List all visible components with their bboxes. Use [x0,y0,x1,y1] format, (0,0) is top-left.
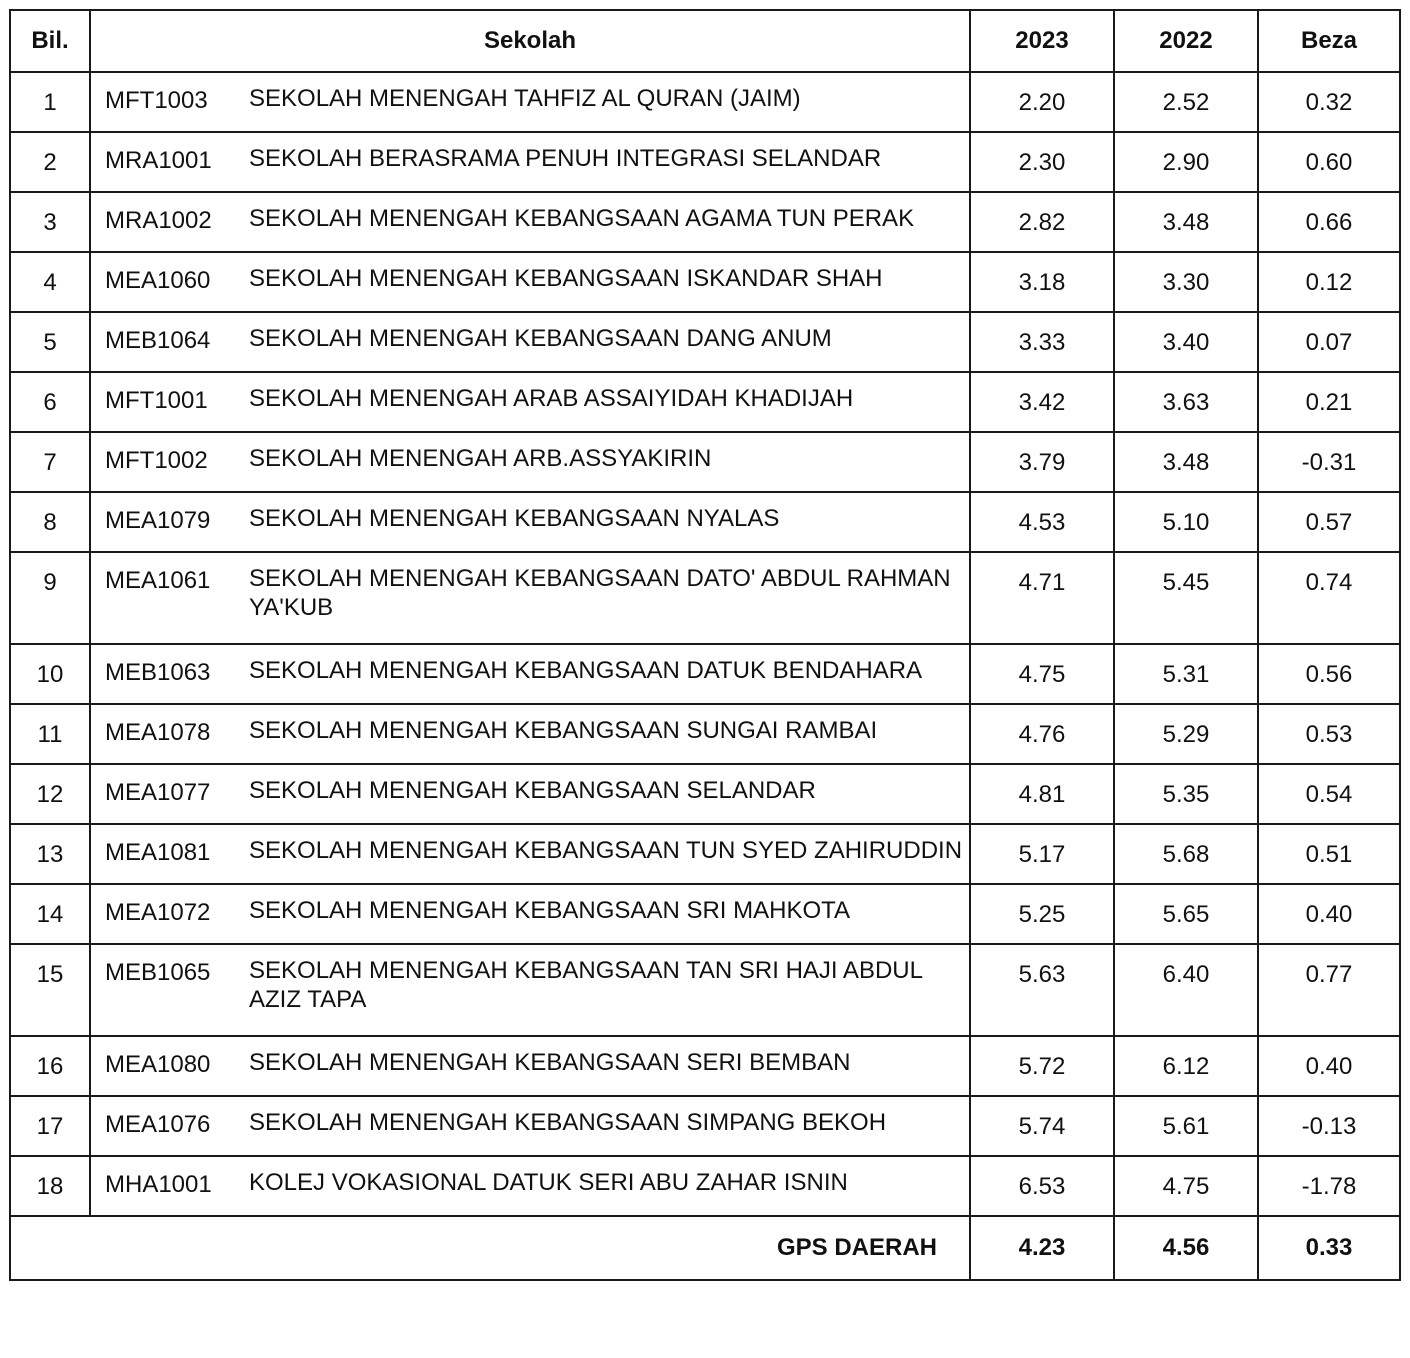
row-2022: 5.45 [1114,552,1258,644]
table-row [10,372,1400,432]
school-code: MFT1002 [105,447,208,474]
school-cell [91,207,969,235]
row-school [90,764,970,824]
school-code: MEA1076 [105,1111,211,1138]
school-name: SEKOLAH MENENGAH KEBANGSAAN SUNGAI RAMBAI [249,717,878,744]
row-school [90,944,970,1036]
row-beza: 0.53 [1258,704,1400,764]
row-beza: 0.40 [1258,1036,1400,1096]
row-2022: 2.90 [1114,132,1258,192]
row-2022: 5.65 [1114,884,1258,944]
footer-2023: 4.23 [970,1216,1114,1280]
header-bil: Bil. [10,10,90,72]
school-name: KOLEJ VOKASIONAL DATUK SERI ABU ZAHAR ISNIN [249,1169,848,1196]
row-2023: 6.53 [970,1156,1114,1216]
row-2023: 3.42 [970,372,1114,432]
school-code: MEA1080 [105,1051,211,1078]
row-bil: 2 [10,132,90,192]
row-2022: 3.48 [1114,192,1258,252]
row-bil: 5 [10,312,90,372]
footer-beza: 0.33 [1258,1216,1400,1280]
row-school [90,704,970,764]
row-2023: 5.72 [970,1036,1114,1096]
row-2023: 5.63 [970,944,1114,1036]
table-header-row [10,10,1400,72]
row-2022: 5.68 [1114,824,1258,884]
school-cell [91,1051,969,1079]
school-name: SEKOLAH BERASRAMA PENUH INTEGRASI SELANDAR [249,145,882,172]
school-code: MEA1077 [105,779,211,806]
school-code: MEB1063 [105,659,211,686]
school-cell [91,719,969,747]
row-school [90,132,970,192]
row-2022: 3.40 [1114,312,1258,372]
school-name: SEKOLAH MENENGAH TAHFIZ AL QURAN (JAIM) [249,85,801,112]
school-name: SEKOLAH MENENGAH KEBANGSAAN NYALAS [249,505,780,532]
row-2023: 2.20 [970,72,1114,132]
row-2023: 3.79 [970,432,1114,492]
row-2023: 5.25 [970,884,1114,944]
row-bil: 6 [10,372,90,432]
school-code: MEA1079 [105,507,211,534]
row-school [90,372,970,432]
row-school [90,72,970,132]
school-name: SEKOLAH MENENGAH KEBANGSAAN SERI BEMBAN [249,1049,851,1076]
table-row [10,704,1400,764]
table-row [10,492,1400,552]
footer-row [10,1216,1400,1280]
school-cell [91,387,969,415]
table-row [10,824,1400,884]
row-2023: 2.30 [970,132,1114,192]
row-bil: 9 [10,552,90,644]
school-name: SEKOLAH MENENGAH KEBANGSAAN TUN SYED ZAHIRUDDIN [249,837,963,864]
row-bil: 1 [10,72,90,132]
row-2023: 3.33 [970,312,1114,372]
row-school [90,492,970,552]
school-code: MFT1001 [105,387,208,414]
row-2022: 6.40 [1114,944,1258,1036]
row-school [90,1156,970,1216]
footer-label: GPS DAERAH [10,1216,970,1280]
school-code: MEB1064 [105,327,211,354]
row-bil: 14 [10,884,90,944]
school-name: SEKOLAH MENENGAH ARB.ASSYAKIRIN [249,445,712,472]
table-body [10,72,1400,1216]
header-2023: 2023 [970,10,1114,72]
school-cell [91,1111,969,1139]
row-school [90,644,970,704]
row-2022: 5.29 [1114,704,1258,764]
school-cell [91,1171,969,1199]
row-2023: 4.76 [970,704,1114,764]
school-name: SEKOLAH MENENGAH KEBANGSAAN ISKANDAR SHAH [249,265,883,292]
row-bil: 12 [10,764,90,824]
table-row [10,644,1400,704]
table-row [10,944,1400,1036]
header-2022: 2022 [1114,10,1258,72]
school-cell [91,87,969,115]
school-cell [91,147,969,175]
school-cell [91,839,969,867]
row-beza: 0.57 [1258,492,1400,552]
school-code: MEA1078 [105,719,211,746]
school-code: MRA1002 [105,207,212,234]
row-beza: 0.12 [1258,252,1400,312]
row-school [90,1036,970,1096]
row-beza: 0.40 [1258,884,1400,944]
row-school [90,552,970,644]
row-school [90,432,970,492]
school-cell [91,447,969,475]
row-2022: 3.30 [1114,252,1258,312]
school-name: SEKOLAH MENENGAH KEBANGSAAN AGAMA TUN PERAK [249,205,915,232]
school-name: SEKOLAH MENENGAH KEBANGSAAN DATO' ABDUL RAHMAN YA'KUB [249,565,951,621]
row-school [90,252,970,312]
table-row [10,1096,1400,1156]
row-beza: -0.13 [1258,1096,1400,1156]
table-row [10,252,1400,312]
school-code: MRA1001 [105,147,212,174]
row-school [90,884,970,944]
row-2023: 4.81 [970,764,1114,824]
table-row [10,884,1400,944]
footer-2022: 4.56 [1114,1216,1258,1280]
school-name: SEKOLAH MENENGAH KEBANGSAAN DATUK BENDAHARA [249,657,923,684]
table-row [10,132,1400,192]
school-code: MEA1061 [105,567,211,594]
school-code: MEB1065 [105,959,211,986]
row-bil: 8 [10,492,90,552]
school-name: SEKOLAH MENENGAH KEBANGSAAN TAN SRI HAJI ABDUL AZIZ TAPA [249,957,923,1013]
row-bil: 3 [10,192,90,252]
row-school [90,824,970,884]
row-2022: 5.61 [1114,1096,1258,1156]
row-bil: 18 [10,1156,90,1216]
school-name: SEKOLAH MENENGAH ARAB ASSAIYIDAH KHADIJAH [249,385,854,412]
row-beza: 0.60 [1258,132,1400,192]
row-2023: 3.18 [970,252,1114,312]
header-beza: Beza [1258,10,1400,72]
school-name: SEKOLAH MENENGAH KEBANGSAAN DANG ANUM [249,325,832,352]
row-beza: 0.66 [1258,192,1400,252]
row-bil: 15 [10,944,90,1036]
school-code: MFT1003 [105,87,208,114]
row-beza: 0.56 [1258,644,1400,704]
row-beza: 0.07 [1258,312,1400,372]
school-name: SEKOLAH MENENGAH KEBANGSAAN SIMPANG BEKOH [249,1109,887,1136]
row-bil: 16 [10,1036,90,1096]
row-bil: 10 [10,644,90,704]
school-cell [91,899,969,927]
row-school [90,312,970,372]
table-row [10,1156,1400,1216]
row-bil: 7 [10,432,90,492]
row-2022: 4.75 [1114,1156,1258,1216]
row-bil: 11 [10,704,90,764]
row-beza: -1.78 [1258,1156,1400,1216]
row-2023: 4.71 [970,552,1114,644]
row-2023: 5.17 [970,824,1114,884]
table-row [10,552,1400,644]
row-2022: 3.48 [1114,432,1258,492]
row-beza: 0.32 [1258,72,1400,132]
row-beza: 0.54 [1258,764,1400,824]
row-2023: 4.75 [970,644,1114,704]
header-sekolah: Sekolah [90,10,970,72]
table-row [10,1036,1400,1096]
school-name: SEKOLAH MENENGAH KEBANGSAAN SELANDAR [249,777,816,804]
row-beza: 0.74 [1258,552,1400,644]
row-2023: 4.53 [970,492,1114,552]
table-row [10,192,1400,252]
row-beza: 0.21 [1258,372,1400,432]
school-cell [91,327,969,355]
row-bil: 13 [10,824,90,884]
school-cell [91,507,969,535]
row-bil: 17 [10,1096,90,1156]
school-code: MEA1072 [105,899,211,926]
school-name: SEKOLAH MENENGAH KEBANGSAAN SRI MAHKOTA [249,897,851,924]
gps-comparison-table [9,9,1401,1281]
school-cell [91,659,969,687]
row-school [90,1096,970,1156]
row-2023: 5.74 [970,1096,1114,1156]
row-2023: 2.82 [970,192,1114,252]
school-cell [91,779,969,807]
row-bil: 4 [10,252,90,312]
row-beza: 0.51 [1258,824,1400,884]
school-code: MEA1081 [105,839,211,866]
row-school [90,192,970,252]
school-code: MHA1001 [105,1171,212,1198]
school-cell [91,959,969,1014]
row-beza: 0.77 [1258,944,1400,1036]
row-2022: 5.31 [1114,644,1258,704]
school-code: MEA1060 [105,267,211,294]
row-beza: -0.31 [1258,432,1400,492]
table-row [10,72,1400,132]
school-cell [91,267,969,295]
row-2022: 5.10 [1114,492,1258,552]
row-2022: 5.35 [1114,764,1258,824]
row-2022: 2.52 [1114,72,1258,132]
table-row [10,764,1400,824]
row-2022: 6.12 [1114,1036,1258,1096]
table-row [10,312,1400,372]
school-cell [91,567,969,622]
row-2022: 3.63 [1114,372,1258,432]
table-row [10,432,1400,492]
